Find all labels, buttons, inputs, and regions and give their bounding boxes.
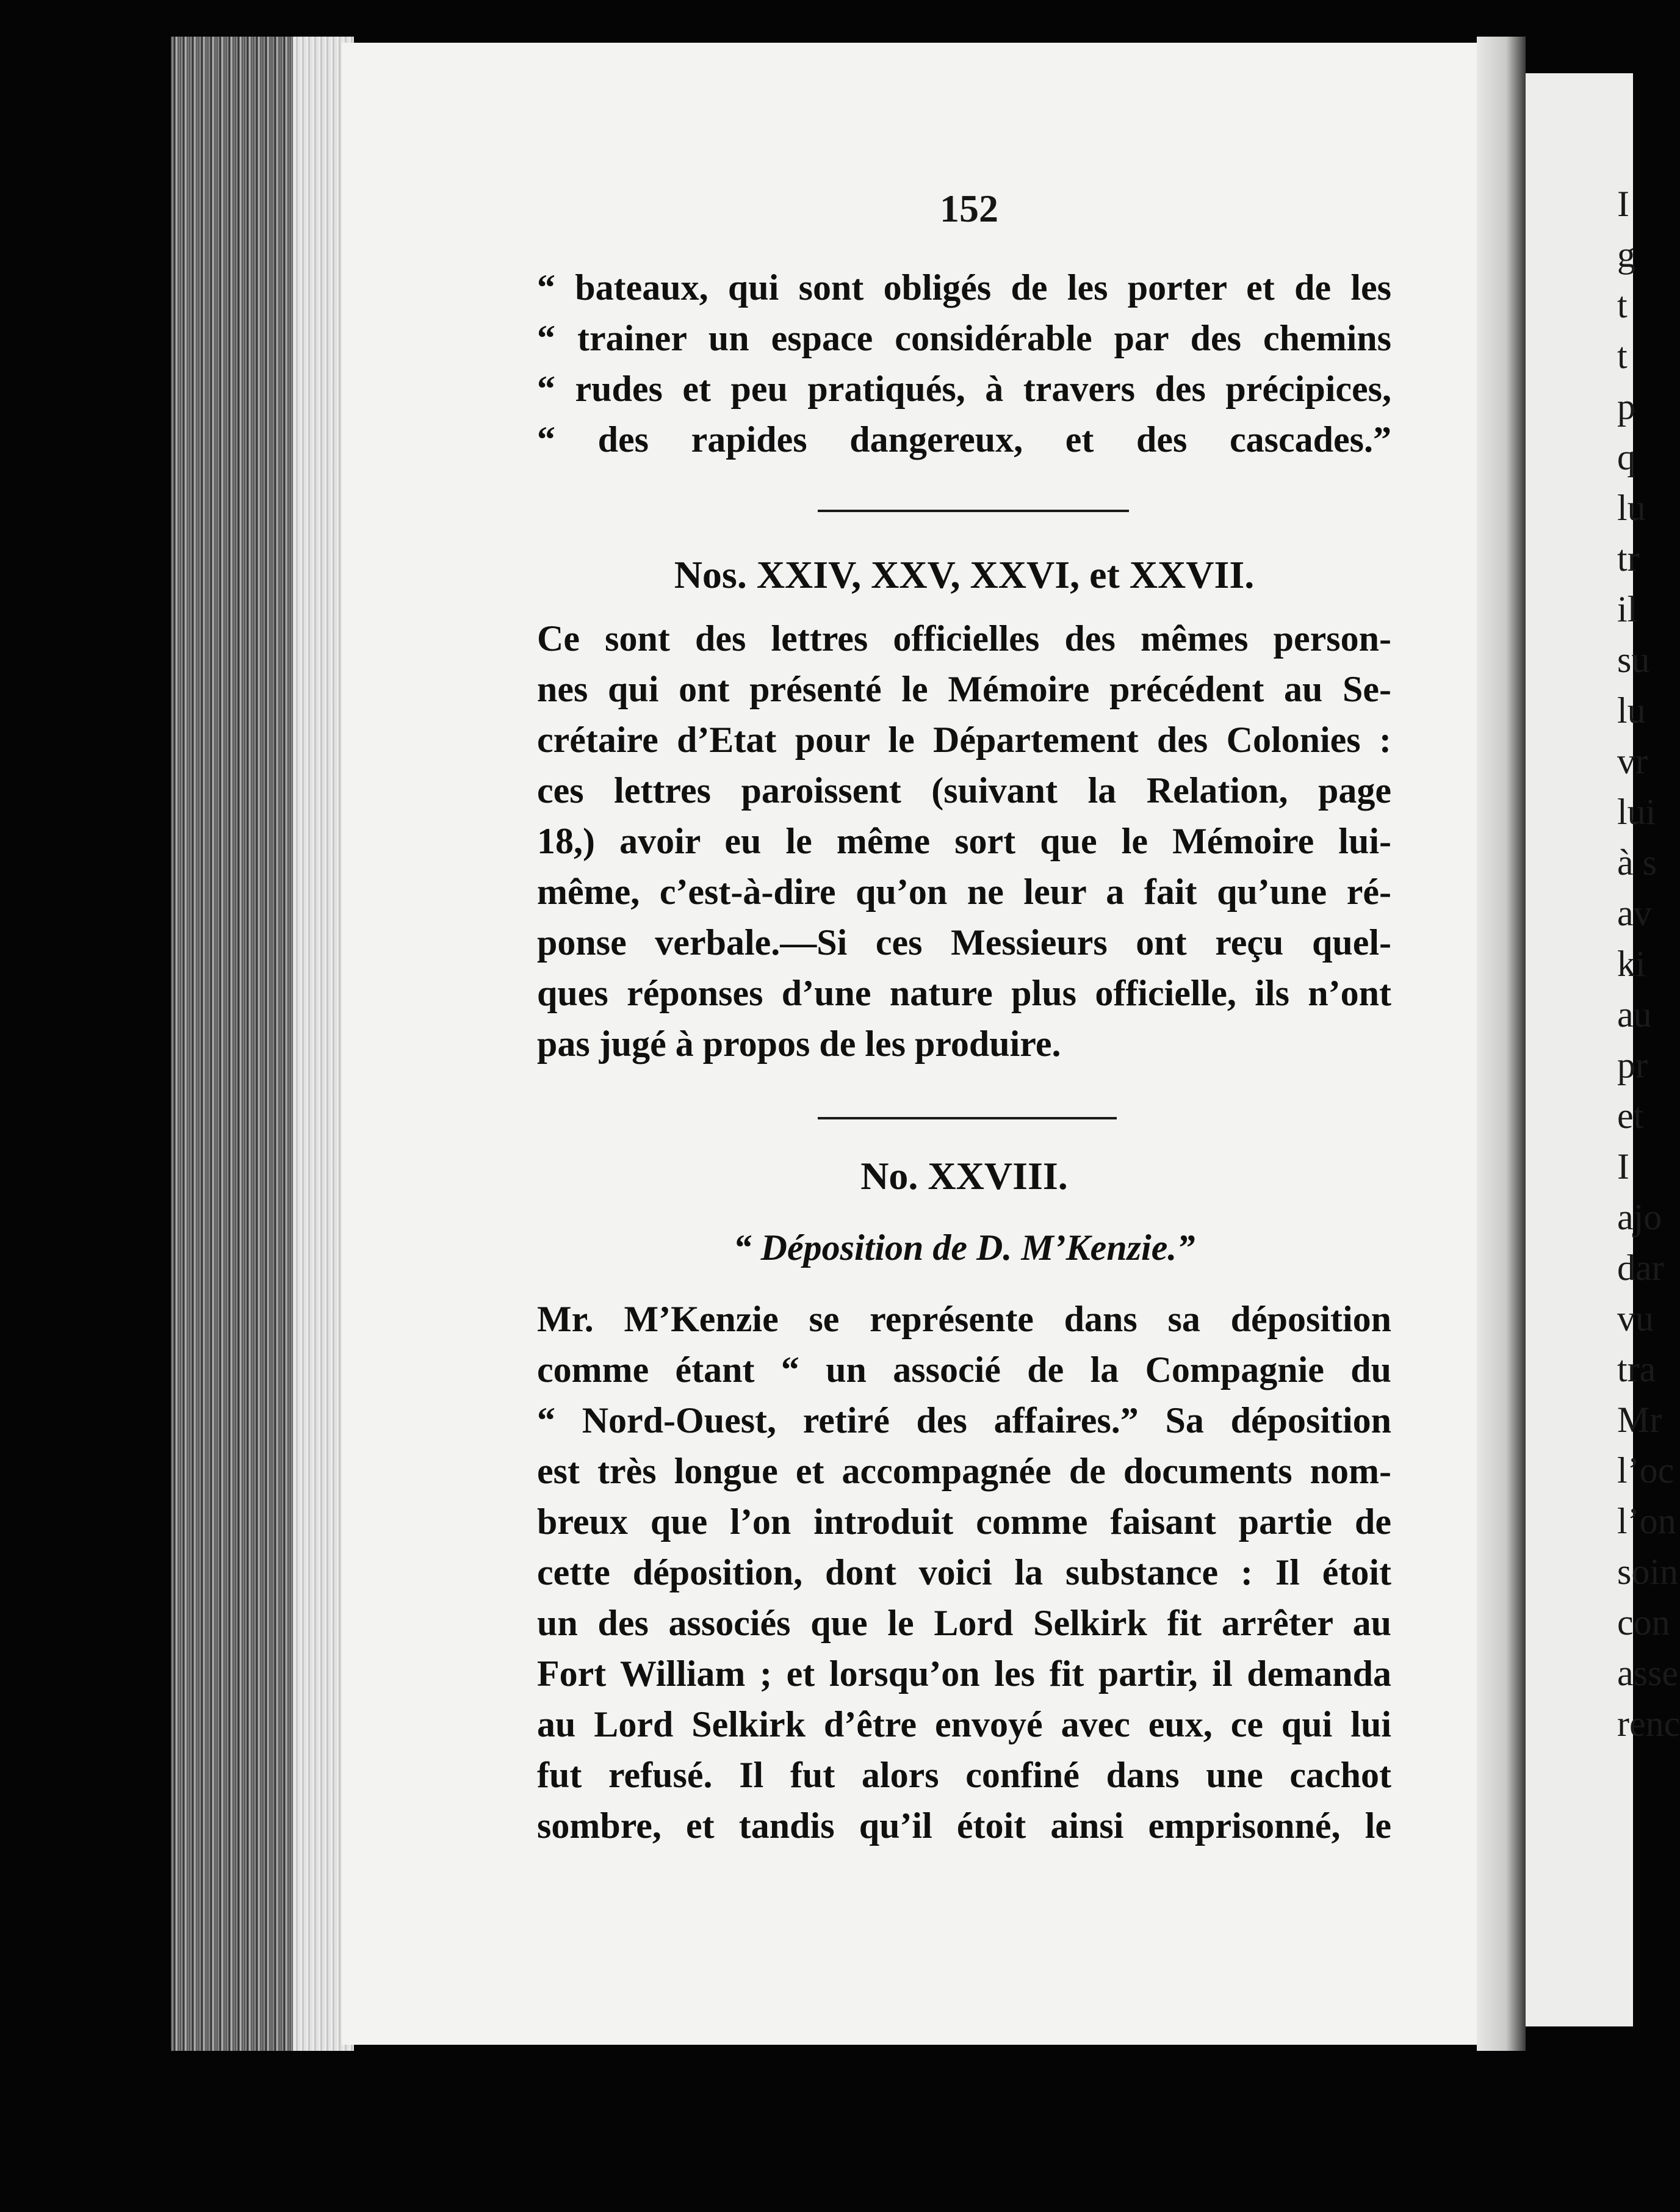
paragraph-line: 18,) avoir eu le même sort que le Mémoire lui- — [537, 821, 1391, 861]
right-page-fragment: l’oc — [1617, 1450, 1675, 1491]
right-page-fragment: à s — [1617, 842, 1657, 883]
paragraph-line: Fort William ; et lorsqu’on les fit partir, il demanda — [537, 1654, 1391, 1694]
paragraph-line: Ce sont des lettres officielles des mêmes person- — [537, 618, 1391, 659]
right-page-fragment: g — [1617, 234, 1635, 275]
paragraph-line: nes qui ont présenté le Mémoire précédent au Se- — [537, 669, 1391, 709]
page-number: 152 — [940, 187, 998, 230]
paragraph-line: “ Nord-Ouest, retiré des affaires.” Sa déposition — [537, 1400, 1391, 1440]
right-page-fragment: p — [1617, 386, 1635, 427]
paragraph-line: même, c’est-à-dire qu’on ne leur a fait qu’une ré- — [537, 872, 1391, 912]
right-page-fragment: au — [1617, 994, 1652, 1035]
paragraph-line: cette déposition, dont voici la substance : Il étoit — [537, 1552, 1391, 1592]
paragraph-line: un des associés que le Lord Selkirk fit arrêter au — [537, 1603, 1391, 1643]
paragraph-line: ponse verbale.—Si ces Messieurs ont reçu quel- — [537, 922, 1391, 963]
section-heading: Nos. XXIV, XXV, XXVI, et XXVII. — [674, 553, 1255, 596]
book-spine-edges — [171, 37, 354, 2051]
quote-line: “ bateaux, qui sont obligés de les porter et de les — [537, 267, 1391, 308]
right-page-fragment: il — [1617, 589, 1638, 629]
right-page-fragment: vr — [1617, 741, 1648, 781]
right-page-fragment: t — [1617, 336, 1628, 376]
section-paragraph — [537, 613, 1391, 1069]
quote-line: “ trainer un espace considérable par des chemins — [537, 318, 1391, 358]
right-page-fragment: t — [1617, 285, 1628, 325]
paragraph-line: sombre, et tandis qu’il étoit ainsi emprisonné, le — [537, 1805, 1391, 1846]
right-page-fragment: et — [1617, 1096, 1644, 1136]
right-page-fragment: I — [1617, 1146, 1629, 1187]
right-page-fragment: ajo — [1617, 1197, 1662, 1237]
adjacent-page — [1526, 73, 1680, 2026]
right-page-fragment: soin — [1617, 1552, 1679, 1592]
paragraph-line: Mr. M’Kenzie se représente dans sa déposition — [537, 1299, 1391, 1339]
quote-line: “ des rapides dangereux, et des cascades.” — [537, 419, 1391, 460]
section-divider — [818, 510, 1129, 512]
section-divider — [818, 1117, 1117, 1119]
right-page-fragment: ki — [1617, 944, 1646, 984]
paragraph-line: au Lord Selkirk d’être envoyé avec eux, ce qui lui — [537, 1704, 1391, 1744]
paragraph-line: comme étant “ un associé de la Compagnie du — [537, 1350, 1391, 1390]
paragraph-line: breux que l’on introduit comme faisant partie de — [537, 1502, 1391, 1542]
right-page-fragment: con — [1617, 1602, 1670, 1643]
right-page-fragment: dar — [1617, 1248, 1664, 1288]
right-page-fragment: av — [1617, 893, 1652, 933]
quote-block — [537, 262, 1391, 465]
right-page-fragment: I — [1617, 184, 1629, 224]
paragraph-line: ces lettres paroissent (suivant la Relation, page — [537, 770, 1391, 811]
right-page-fragment: tr — [1617, 538, 1640, 579]
page-gutter-shadow — [1477, 37, 1526, 2051]
paragraph-line: pas jugé à propos de les produire. — [537, 1024, 1061, 1064]
paragraph-line: est très longue et accompagnée de documents nom- — [537, 1451, 1391, 1491]
right-page-fragment: pr — [1617, 1045, 1648, 1085]
right-page-fragment: renc — [1617, 1704, 1680, 1744]
right-page-fragment: l’on — [1617, 1501, 1676, 1541]
section-heading: No. XXVIII. — [860, 1154, 1068, 1198]
right-page-fragment: asse — [1617, 1653, 1678, 1693]
right-page-fragment: lu — [1617, 488, 1646, 528]
section-subheading: “ Déposition de D. M’Kenzie.” — [733, 1227, 1195, 1268]
right-page-fragment: tra — [1617, 1349, 1656, 1389]
right-page-fragment: vu — [1617, 1298, 1654, 1339]
paragraph-line: ques réponses d’une nature plus officielle, ils n’ont — [537, 973, 1391, 1013]
paragraph-line: fut refusé. Il fut alors confiné dans une cachot — [537, 1755, 1391, 1795]
right-page-fragment: q — [1617, 437, 1635, 477]
right-page-fragment: su — [1617, 640, 1650, 680]
right-page-fragment: lu — [1617, 690, 1646, 731]
paragraph-line: crétaire d’Etat pour le Département des Colonies : — [537, 720, 1391, 760]
quote-line: “ rudes et peu pratiqués, à travers des précipices, — [537, 369, 1391, 409]
section-paragraph — [537, 1294, 1391, 1851]
right-page-fragment: lui — [1617, 792, 1656, 832]
right-page-fragment: Mr — [1617, 1400, 1662, 1440]
